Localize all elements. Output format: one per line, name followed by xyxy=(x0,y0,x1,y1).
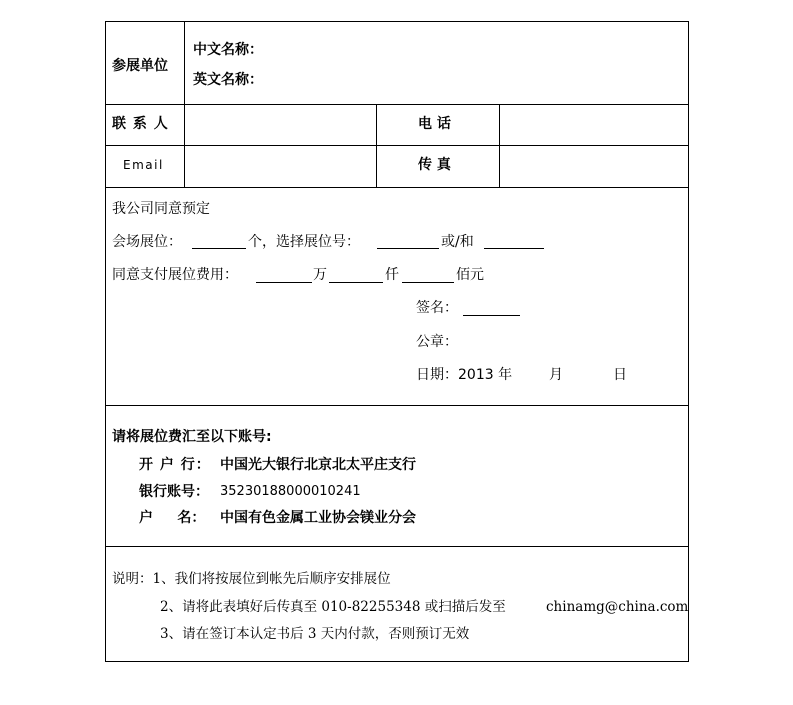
agree-text: 我公司同意预定 xyxy=(112,201,210,217)
sign-label: 签名： xyxy=(416,300,458,316)
note-2: 2、请将此表填好后传真至 010-82255348 或扫描后发至 xyxy=(160,599,506,615)
fee-bai-blank[interactable] xyxy=(402,282,454,283)
seal-label: 公章： xyxy=(416,334,458,350)
row-divider-4 xyxy=(105,405,689,406)
booth-count-blank[interactable] xyxy=(192,248,246,249)
bank-heading: 请将展位费汇至以下账号: xyxy=(112,429,272,445)
phone-label: 电 话 xyxy=(418,116,451,132)
booth-or-text: 或/和 xyxy=(441,234,474,250)
booth-number-blank-1[interactable] xyxy=(377,248,439,249)
en-name-label: 英文名称： xyxy=(193,72,263,88)
en-name-field[interactable] xyxy=(270,68,680,92)
note-1: 说明：1、我们将按展位到帐先后顺序安排展位 xyxy=(112,571,391,587)
bank-label: 开 户 行： xyxy=(139,457,211,473)
email-label: Email xyxy=(123,158,164,172)
col-divider-right xyxy=(499,104,500,187)
booth-prefix: 会场展位： xyxy=(112,234,182,250)
fee-wan-blank[interactable] xyxy=(256,282,312,283)
booth-unit-text: 个，选择展位号： xyxy=(248,234,360,250)
fee-wan-text: 万 xyxy=(313,267,327,283)
fee-prefix: 同意支付展位费用： xyxy=(112,267,238,283)
note-3: 3、请在签订本认定书后 3 天内付款，否则预订无效 xyxy=(160,626,470,642)
account-value: 35230188000010241 xyxy=(220,484,361,499)
holder-label: 户 名： xyxy=(139,510,206,526)
fee-qian-blank[interactable] xyxy=(329,282,383,283)
sign-blank[interactable] xyxy=(463,315,520,316)
col-divider-label xyxy=(184,21,185,187)
contact-label: 联 系 人 xyxy=(112,116,169,132)
day-label: 日 xyxy=(613,367,627,383)
booth-number-blank-2[interactable] xyxy=(484,248,544,249)
fee-qian-text: 仟 xyxy=(385,267,399,283)
row-divider-1 xyxy=(105,104,689,105)
row-divider-2 xyxy=(105,145,689,146)
bank-value: 中国光大银行北京北太平庄支行 xyxy=(220,457,416,473)
cn-name-label: 中文名称： xyxy=(193,42,263,58)
phone-field[interactable] xyxy=(501,106,688,144)
fax-field[interactable] xyxy=(501,147,688,186)
col-divider-mid xyxy=(376,104,377,187)
row-divider-5 xyxy=(105,546,689,547)
note-2-email[interactable]: chinamg@china.com xyxy=(546,599,689,615)
account-label: 银行账号： xyxy=(139,484,209,500)
holder-value: 中国有色金属工业协会镁业分会 xyxy=(220,510,416,526)
row-divider-3 xyxy=(105,187,689,188)
fax-label: 传 真 xyxy=(418,157,451,173)
month-label: 月 xyxy=(549,367,563,383)
cn-name-field[interactable] xyxy=(270,38,680,62)
contact-field[interactable] xyxy=(186,106,375,144)
email-field[interactable] xyxy=(186,147,375,186)
fee-bai-text: 佰元 xyxy=(456,267,484,283)
date-label: 日期：2013 年 xyxy=(416,367,513,383)
participant-label: 参展单位 xyxy=(112,58,168,74)
